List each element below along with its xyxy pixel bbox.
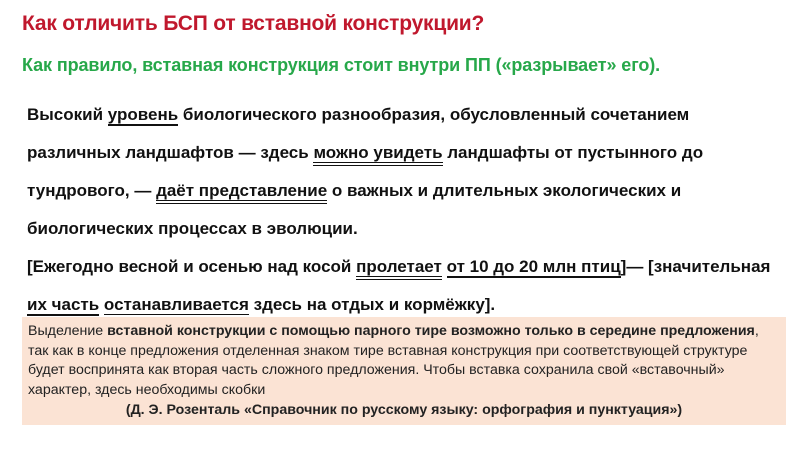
source-citation: (Д. Э. Розенталь «Справочник по русскому языку: орфография и пунктуация») [125, 402, 683, 419]
text-segment: различных ландшафтов — здесь [27, 143, 314, 162]
text-segment: о важных и длительных экологических и [327, 181, 682, 200]
subject-underlined: уровень [107, 105, 179, 124]
text-segment: ландшафты от пустынного до [442, 143, 704, 162]
rule-note [22, 317, 786, 425]
predicate-underlined: пролетает [356, 257, 442, 280]
example-line-4: биологических процессах в эволюции. [27, 219, 358, 238]
text-segment [442, 257, 447, 276]
predicate-underlined: останавливается [104, 295, 249, 318]
text-segment: тундрового, — [27, 181, 157, 200]
text-segment: [Ежегодно весной и осенью над косой [27, 257, 357, 276]
slide-subtitle: Как правило, вставная конструкция стоит внутри ПП («разрывает» его). [22, 55, 661, 75]
example-text [27, 96, 787, 324]
example-line-2 [27, 134, 704, 172]
predicate-underlined: можно увидеть [313, 143, 442, 166]
text-segment: ]— [значительная [620, 257, 771, 276]
example-line-1 [27, 96, 690, 134]
predicate-underlined: даёт представление [156, 181, 327, 204]
text-segment: биологического разнообразия, обусловленный сочетанием [178, 105, 690, 124]
text-segment: Высокий [27, 105, 108, 124]
slide-title: Как отличить БСП от вставной конструкции? [22, 12, 485, 35]
rule-text [28, 322, 780, 400]
rule-emphasis: вставной конструкции с помощью парного тире возможно только в середине предложения [107, 323, 755, 339]
text-segment: здесь на отдых и кормёжку]. [248, 295, 496, 314]
example-line-3 [27, 172, 687, 210]
text-segment: , так как в конце предложения отделенная знаком тире вставная конструкция при соответствующей структуре будет воспринята как вторая часть сложного предложения. Чтобы вставка сохранила свой «вставочный» характер, здесь необходимы скобки [28, 323, 759, 398]
subject-underlined: их часть [27, 295, 100, 314]
subject-underlined: от 10 до 20 млн птиц [446, 257, 621, 276]
example-line-5 [27, 248, 787, 286]
text-segment: Выделение [28, 323, 108, 339]
